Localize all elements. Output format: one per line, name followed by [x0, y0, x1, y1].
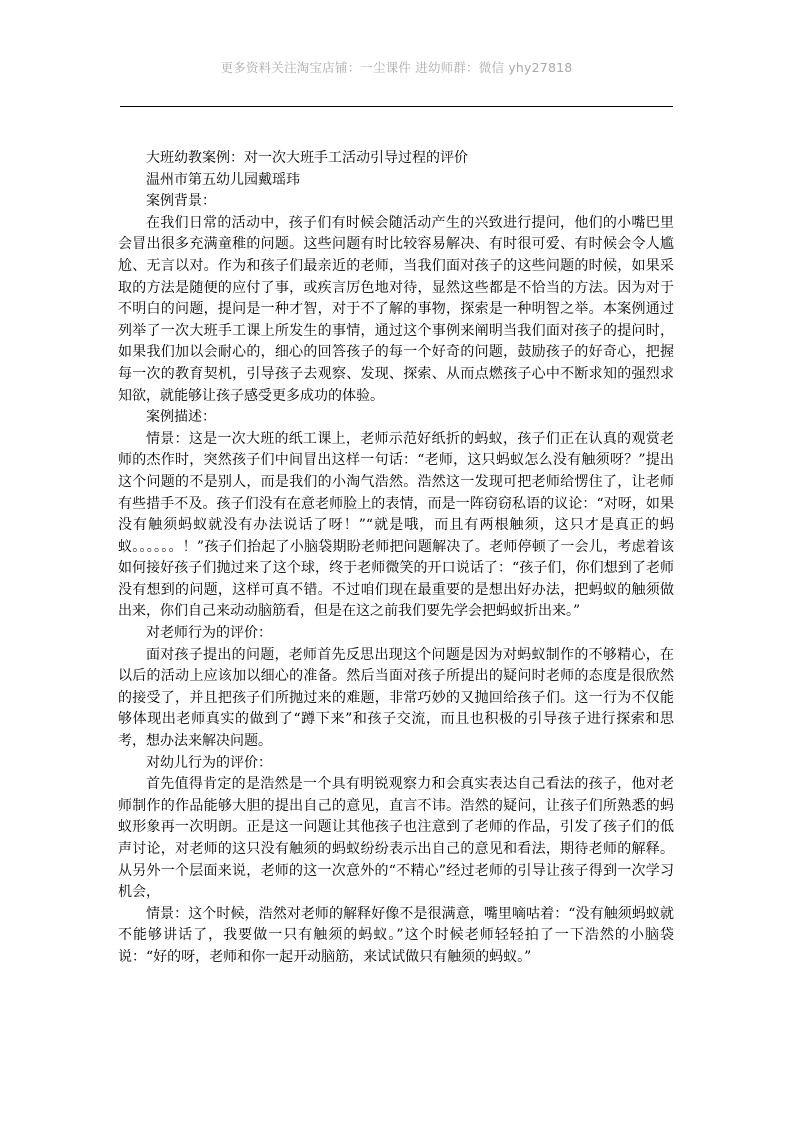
header-divider — [120, 106, 673, 107]
article-body — [118, 148, 674, 969]
article-title: 大班幼教案例：对一次大班手工活动引导过程的评价 — [146, 150, 468, 166]
description-heading: 案例描述： — [146, 409, 216, 426]
teacher-evaluation-heading: 对老师行为的评价： — [146, 625, 272, 642]
child-evaluation-paragraph: 首先值得肯定的是浩然是一个具有明锐观察力和会真实表达自己看法的孩子，他对老师制作的作品能够大胆的提出自己的意见，直言不讳。浩然的疑问，让孩子们所熟悉的蚂蚁形象再一次明朗。正是这一问题让其他孩子也注意到了老师的作品，引发了孩子们的低声讨论，对老师的这只没有触须的蚂蚁纷纷表示出自己的意见和看法，期待老师的解释。从另外一个层面来说，老师的这一次意外的“不精心”经过老师的引导让孩子得到一次学习机会， — [118, 776, 674, 901]
article-author: 温州市第五幼儿园戴瑶玮 — [146, 171, 300, 188]
teacher-evaluation-paragraph: 面对孩子提出的问题，老师首先反思出现这个问题是因为对蚂蚁制作的不够精心，在以后的活动上应该加以细心的准备。然后当面对孩子所提出的疑问时老师的态度是很欣然的接受了，并且把孩子们所抛过来的难题，非常巧妙的又抛回给孩子们。这一行为不仅能够体现出老师真实的做到了“蹲下来”和孩子交流，而且也积极的引导孩子进行探索和思考，想办法来解决问题。 — [118, 646, 674, 750]
description-paragraph: 情景：这是一次大班的纸工课上，老师示范好纸折的蚂蚁，孩子们正在认真的观赏老师的杰作时，突然孩子们中间冒出这样一句话：“老师，这只蚂蚁怎么没有触须呀？”提出这个问题的不是别人，而是我们的小淘气浩然。浩然这一发现可把老师给愣住了，让老师有些措手不及。孩子们没有在意老师脸上的表情，而是一阵窃窃私语的议论：“对呀，如果没有触须蚂蚁就没有办法说话了呀！”“就是哦，而且有两根触须，这只才是真正的蚂蚁。。。。。。！”孩子们抬起了小脑袋期盼老师把问题解决了。老师停顿了一会儿，考虑着该如何接好孩子们抛过来了这个球，终于老师微笑的开口说话了：“孩子们，你们想到了老师没有想到的问题，这样可真不错。不过咱们现在最重要的是想出好办法，把蚂蚁的触须做出来，你们自己来动动脑筋看，但是在这之前我们要先学会把蚂蚁折出来。” — [118, 430, 674, 620]
background-heading: 案例背景： — [146, 193, 216, 210]
page-header-text: 更多资料关注淘宝店铺：一尘课件 进幼师群：微信 yhy27818 — [220, 60, 573, 75]
background-paragraph: 在我们日常的活动中，孩子们有时候会随活动产生的兴致进行提问，他们的小嘴巴里会冒出很多充满童稚的问题。这些问题有时比较容易解决、有时很可爱、有时候会令人尴尬、无言以对。作为和孩子们最亲近的老师，当我们面对孩子的这些问题的时候，如果采取的方法是随便的应付了事，或疾言厉色地对待，显然这些都是不恰当的方法。因为对于不明白的问题，提问是一种才智，对于不了解的事物，探索是一种明智之举。本案例通过列举了一次大班手工课上所发生的事情，通过这个事例来阐明当我们面对孩子的提问时，如果我们加以会耐心的，细心的回答孩子的每一个好奇的问题，鼓励孩子的好奇心，把握每一次的教育契机，引导孩子去观察、发现、探索、从而点燃孩子心中不断求知的强烈求知欲，就能够让孩子感受更多成功的体验。 — [118, 214, 674, 404]
scene-two-paragraph: 情景：这个时候，浩然对老师的解释好像不是很满意，嘴里嘀咕着：“没有触须蚂蚁就不能够讲话了，我要做一只有触须的蚂蚁。”这个时候老师轻轻拍了一下浩然的小脑袋说：“好的呀，老师和你一起开动脑筋，来试试做只有触须的蚂蚁。” — [118, 905, 674, 965]
child-evaluation-heading: 对幼儿行为的评价： — [146, 754, 272, 771]
